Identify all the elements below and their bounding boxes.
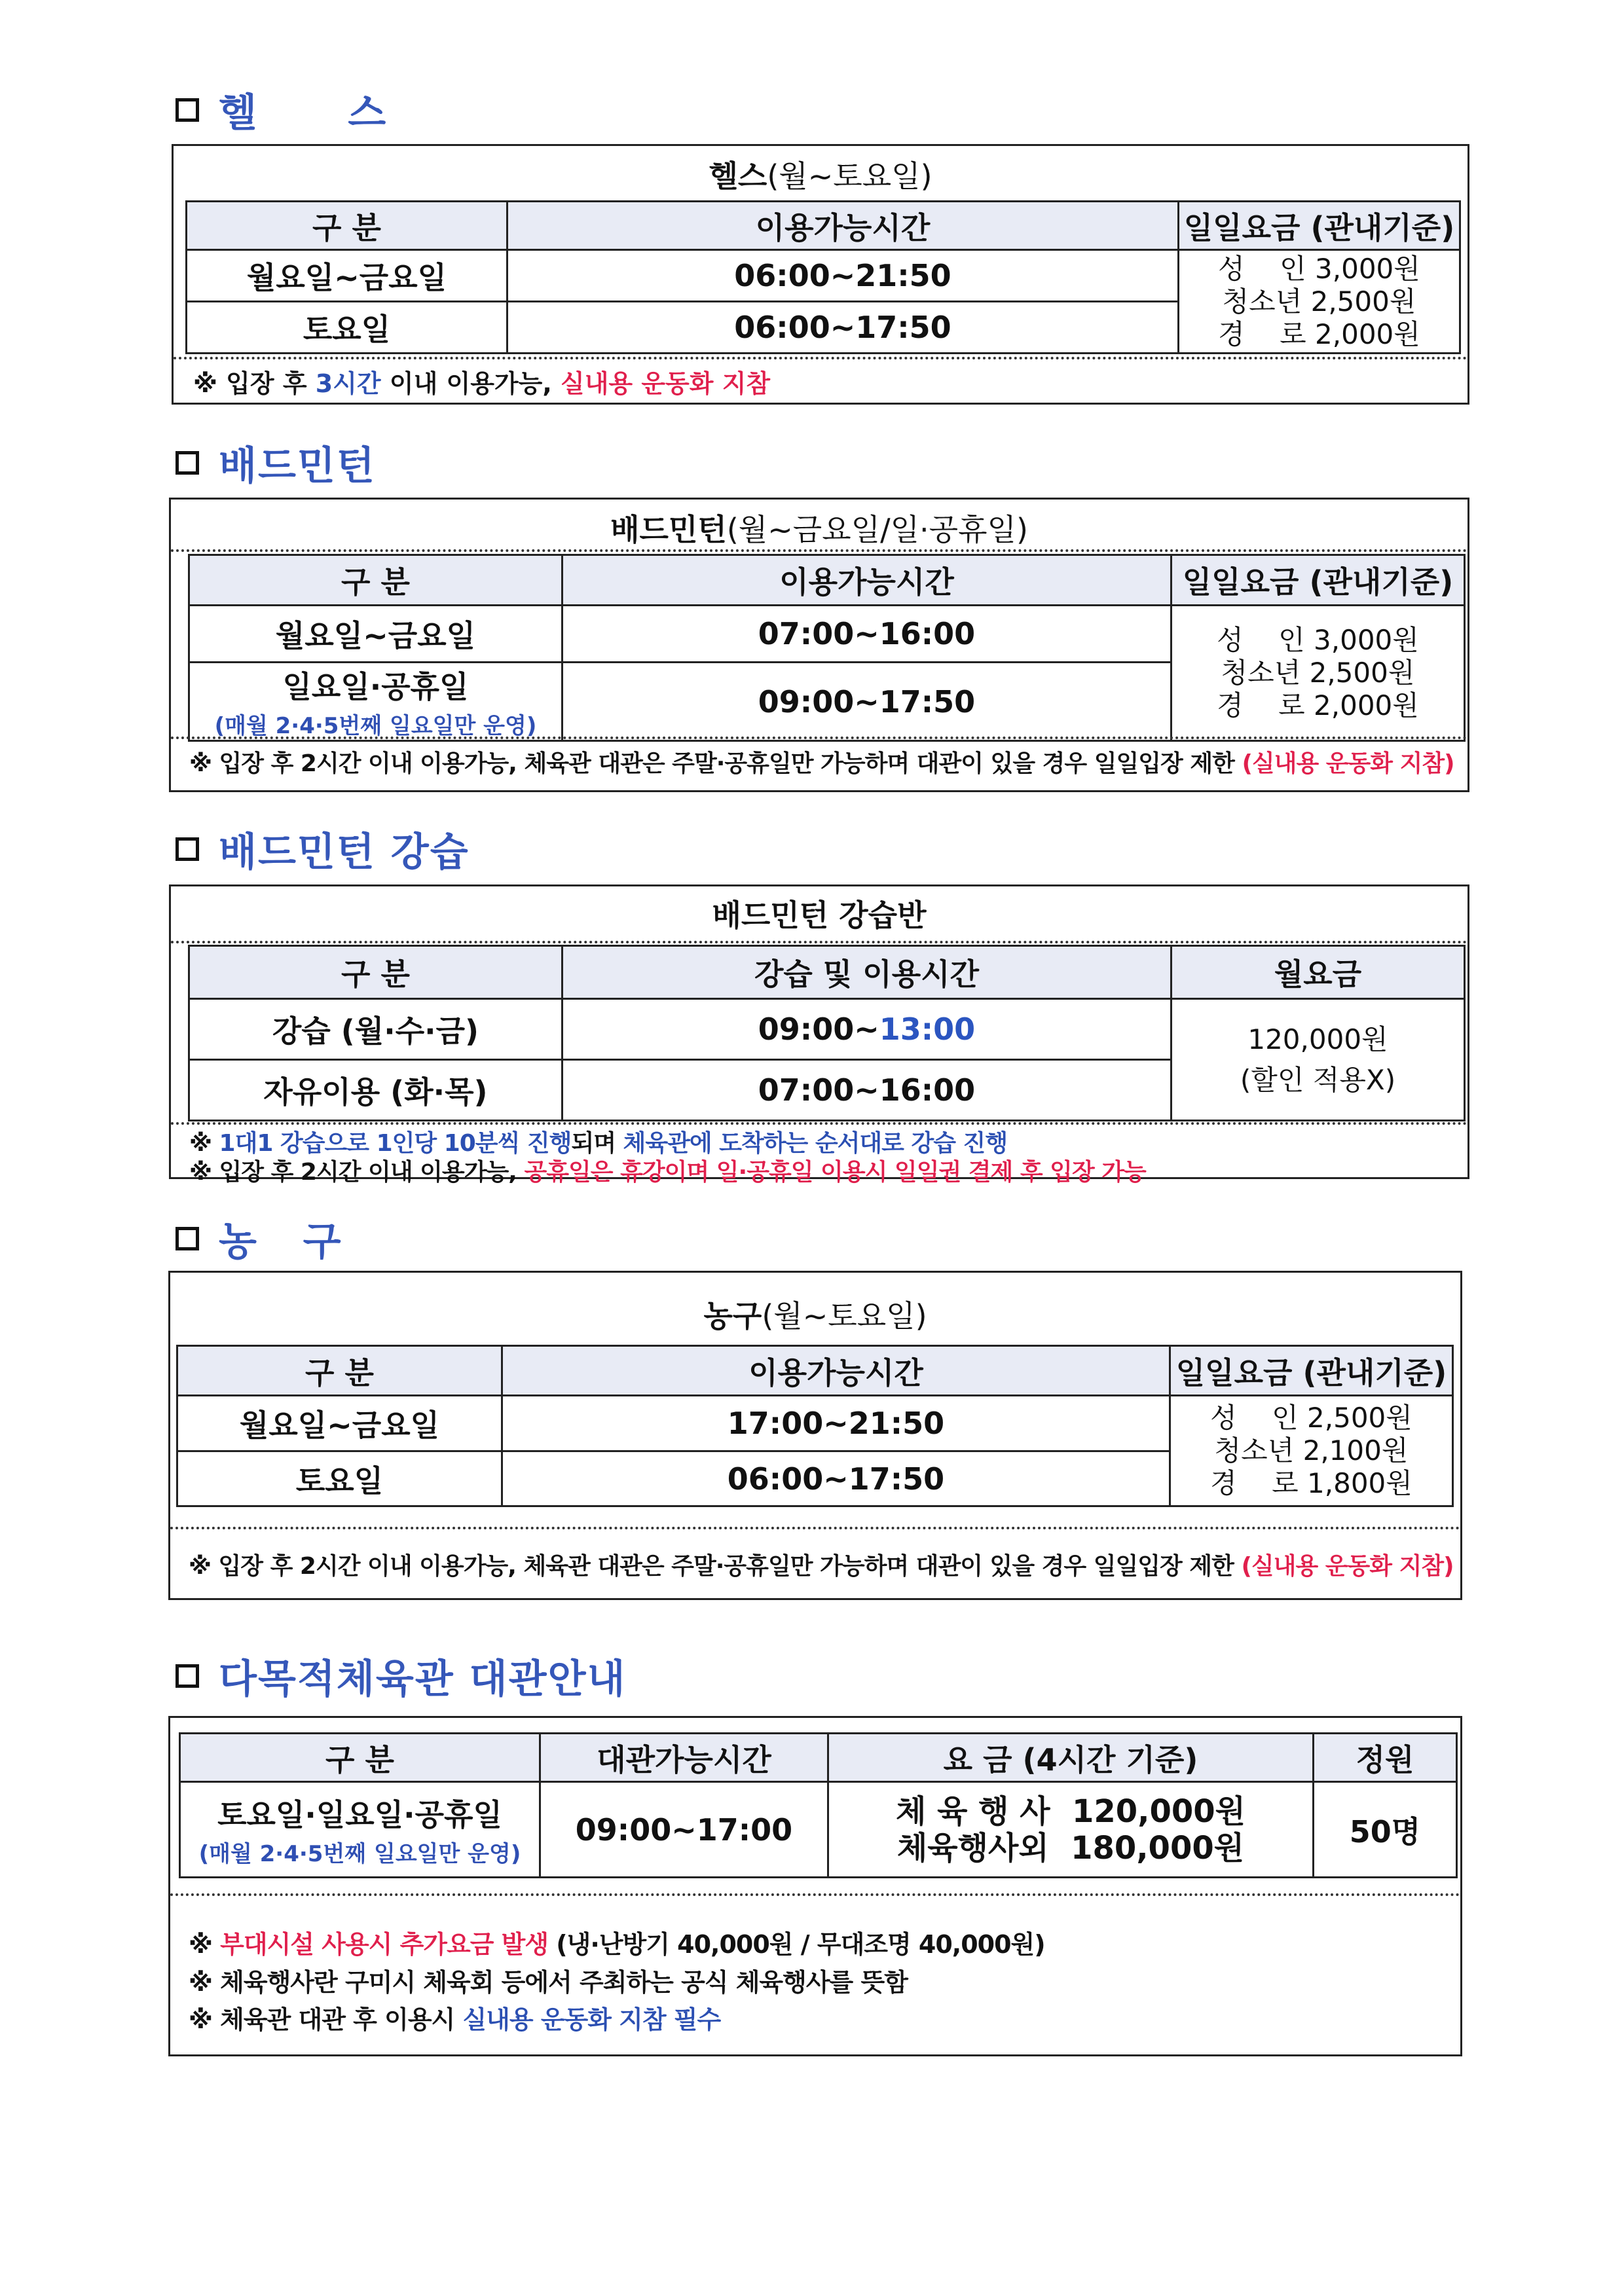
caption-sub: (월~토요일)	[762, 1298, 927, 1334]
row-time: 09:00~17:00	[540, 1782, 828, 1878]
header-daily-fee: 일일요금 (관내기준)	[1170, 1346, 1453, 1396]
caption-sub: (월~토요일)	[767, 158, 932, 194]
fee-adult: 성 인 3,000원	[1218, 252, 1420, 285]
note-text: ※ 입장 후 2시간 이내 이용가능,	[189, 1159, 525, 1186]
note-highlight-blue: 3시간	[315, 369, 381, 398]
header-category: 구 분	[180, 1734, 540, 1782]
lesson-caption	[171, 892, 1467, 935]
note-highlight-red: 부대시설 사용시 추가요금 발생	[220, 1930, 549, 1959]
fee-cell	[1172, 606, 1465, 741]
section-title-lesson	[175, 823, 470, 875]
header-capacity: 정원	[1314, 1734, 1457, 1782]
rental-note-3	[189, 1999, 720, 2035]
row-label: 토요일	[187, 302, 507, 354]
header-monthly-fee: 월요금	[1172, 946, 1465, 999]
row-label: 토요일	[177, 1451, 502, 1506]
section-title-basketball	[175, 1212, 342, 1265]
section-title-text: 다목적체육관 대관안내	[219, 1656, 627, 1702]
row-sublabel: (매월 2·4·5번째 일요일만 운영)	[214, 713, 537, 739]
badminton-caption	[171, 506, 1467, 549]
section-title-health	[175, 84, 387, 136]
note-text: 되며	[571, 1130, 623, 1157]
dotted-divider	[174, 357, 1467, 359]
note-text: (냉·난방기 40,000원 / 무대조명 40,000원)	[548, 1930, 1045, 1959]
health-table	[185, 200, 1461, 354]
row-label: 월요일~금요일	[187, 250, 507, 302]
note-text: ※ 입장 후	[193, 369, 316, 398]
note-highlight-red: (실내용 운동화 지참)	[1241, 1553, 1454, 1580]
fee-cell	[1172, 999, 1465, 1121]
basketball-box	[168, 1271, 1462, 1600]
health-caption	[174, 153, 1467, 196]
section-title-text: 농 구	[219, 1219, 342, 1265]
header-hours: 강습 및 이용시간	[563, 946, 1172, 999]
row-sublabel: (매월 2·4·5번째 일요일만 운영)	[198, 1841, 521, 1867]
header-daily-fee: 일일요금 (관내기준)	[1172, 555, 1465, 606]
health-box	[172, 144, 1469, 405]
fee-youth: 청소년 2,100원	[1214, 1434, 1409, 1467]
note-text: ※ 체육행사란 구미시 체육회 등에서 주최하는 공식 체육행사를 뜻함	[189, 1968, 908, 1997]
header-rental-hours: 대관가능시간	[540, 1734, 828, 1782]
fee-cell	[1179, 250, 1460, 354]
time-start: 07:00~16:00	[758, 1072, 976, 1108]
note-text: ※ 체육관 대관 후 이용시	[189, 2005, 463, 2034]
time-start: 09:00~	[758, 1011, 879, 1047]
fee-cell	[1170, 1396, 1453, 1506]
badminton-box	[169, 498, 1469, 792]
badminton-table	[188, 554, 1466, 742]
header-hours: 이용가능시간	[507, 202, 1179, 250]
caption-main: 배드민턴 강습반	[712, 898, 927, 933]
row-time: 06:00~17:50	[507, 302, 1179, 354]
rental-table	[179, 1732, 1458, 1878]
section-title-badminton	[175, 437, 376, 489]
header-category: 구 분	[187, 202, 507, 250]
header-category: 구 분	[189, 946, 563, 999]
header-hours: 이용가능시간	[563, 555, 1172, 606]
checkbox-square-icon	[175, 451, 199, 475]
dotted-divider	[171, 737, 1467, 739]
fee-senior: 경 로 2,000원	[1217, 689, 1419, 721]
table-row	[180, 1782, 1457, 1878]
row-time: 09:00~17:50	[563, 663, 1172, 741]
note-highlight-red: (실내용 운동화 지참)	[1242, 750, 1454, 777]
basketball-table	[176, 1345, 1454, 1507]
fee-cell	[828, 1782, 1314, 1878]
fee-youth: 청소년 2,500원	[1221, 657, 1415, 689]
fee-senior: 경 로 1,800원	[1210, 1467, 1412, 1499]
dotted-divider	[171, 549, 1467, 552]
fee-discount-note: (할인 적용X)	[1240, 1063, 1396, 1096]
fee-adult: 성 인 3,000원	[1217, 624, 1419, 656]
basketball-note	[189, 1548, 1454, 1581]
row-time: 06:00~17:50	[502, 1451, 1170, 1506]
note-highlight-red: 실내용 운동화 지참	[561, 369, 771, 398]
row-label: 강습 (월·수·금)	[189, 999, 563, 1060]
row-capacity: 50명	[1314, 1782, 1457, 1878]
lesson-table	[188, 945, 1466, 1121]
caption-main: 헬스	[709, 158, 767, 194]
table-row	[189, 606, 1465, 663]
checkbox-square-icon	[175, 98, 199, 122]
rental-box	[168, 1716, 1462, 2056]
caption-main: 배드민턴	[610, 512, 727, 547]
row-label-cell	[189, 663, 563, 741]
note-text: ※ 입장 후 2시간 이내 이용가능, 체육관 대관은 주말·공휴일만 가능하며 대관이 있을 경우 일일입장 제한	[189, 750, 1242, 777]
rental-note-2	[189, 1962, 908, 1998]
row-label-cell	[180, 1782, 540, 1878]
fee-sports-event: 체 육 행 사 120,000원	[895, 1793, 1246, 1830]
header-category: 구 분	[189, 555, 563, 606]
note-text: 이내 이용가능,	[380, 369, 561, 398]
fee-adult: 성 인 2,500원	[1210, 1402, 1412, 1434]
row-time: 17:00~21:50	[502, 1396, 1170, 1451]
row-time: 07:00~16:00	[563, 606, 1172, 663]
section-title-text: 배드민턴 강습	[219, 829, 470, 875]
header-category: 구 분	[177, 1346, 502, 1396]
row-label: 월요일~금요일	[177, 1396, 502, 1451]
row-label: 월요일~금요일	[189, 606, 563, 663]
fee-non-sports-event: 체육행사외 180,000원	[896, 1829, 1245, 1867]
fee-amount: 120,000원	[1247, 1023, 1388, 1055]
row-label: 토요일·일요일·공휴일	[217, 1797, 502, 1832]
section-title-text: 배드민턴	[219, 443, 376, 489]
note-text: ※	[189, 1130, 219, 1157]
rental-note-1	[189, 1924, 1045, 1960]
badminton-note	[189, 745, 1454, 778]
checkbox-square-icon	[175, 1664, 199, 1688]
note-text: ※	[189, 1930, 221, 1959]
section-title-text: 헬 스	[219, 90, 388, 136]
fee-senior: 경 로 2,000원	[1218, 318, 1420, 350]
row-time: 06:00~21:50	[507, 250, 1179, 302]
basketball-caption	[170, 1292, 1460, 1336]
lesson-box	[169, 884, 1469, 1186]
fee-youth: 청소년 2,500원	[1222, 285, 1416, 318]
table-row	[189, 999, 1465, 1060]
table-row	[177, 1396, 1453, 1451]
note-highlight-blue: 1대1 강습으로 1인당 10분씩 진행	[219, 1130, 572, 1157]
checkbox-square-icon	[175, 837, 199, 861]
caption-main: 농구	[703, 1298, 762, 1334]
dotted-divider	[170, 1893, 1460, 1896]
dotted-divider	[171, 941, 1467, 943]
checkbox-square-icon	[175, 1227, 199, 1250]
row-time	[563, 999, 1172, 1060]
section-title-rental	[175, 1650, 627, 1702]
row-time	[563, 1060, 1172, 1121]
header-fee: 요 금 (4시간 기준)	[828, 1734, 1314, 1782]
header-hours: 이용가능시간	[502, 1346, 1170, 1396]
caption-sub: (월~금요일/일·공휴일)	[726, 512, 1028, 547]
health-note	[193, 363, 770, 399]
dotted-divider	[170, 1527, 1460, 1529]
note-text: ※ 입장 후 2시간 이내 이용가능, 체육관 대관은 주말·공휴일만 가능하며 대관이 있을 경우 일일입장 제한	[189, 1553, 1242, 1580]
time-end: 13:00	[879, 1011, 976, 1047]
row-label: 자유이용 (화·목)	[189, 1060, 563, 1121]
note-highlight-blue: 체육관에 도착하는 순서대로 강습 진행	[623, 1130, 1008, 1157]
note-highlight-red: 공휴일은 휴강이며 일·공휴일 이용시 일일권 결제 후 입장 가능	[524, 1159, 1146, 1186]
note-highlight-blue: 실내용 운동화 지참 필수	[462, 2005, 721, 2034]
lesson-note-2	[189, 1154, 1146, 1187]
table-row	[187, 250, 1460, 302]
header-daily-fee: 일일요금 (관내기준)	[1179, 202, 1460, 250]
row-label: 일요일·공휴일	[282, 669, 469, 704]
